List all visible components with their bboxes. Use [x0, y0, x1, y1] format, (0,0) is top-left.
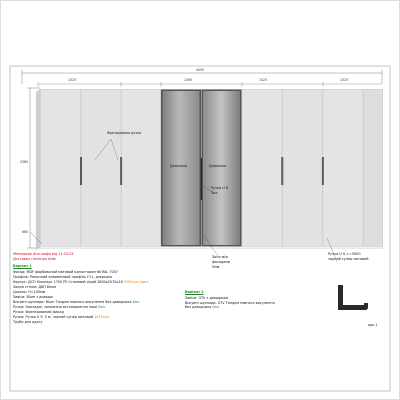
spec-v1-corpus-price: 3100грн./лист: [123, 280, 150, 284]
callout-handle-u8-line1: Ручка U 8: [211, 186, 228, 190]
spec-v1-pullout-price: Бал.: [132, 300, 141, 304]
handle-profile-drawing: [338, 285, 368, 310]
callout-mirror-right: Дзеркало: [209, 164, 227, 168]
callout-facade-joint-3: 5мм: [212, 265, 220, 269]
spec-v2-pullout: Висувні шухляди: GTV Тандем повного висунення без доводчика Бал.: [185, 301, 275, 310]
plinth: [40, 247, 383, 249]
section-far-right-width: 1025: [340, 78, 349, 82]
spec-v1-pullout: Висувні шухляди: Blum Тандем повного висунення без доводчика Бал.: [13, 300, 141, 304]
depth-label: 665: [22, 230, 29, 234]
callout-milled-handle: Фрезерована ручка: [107, 131, 142, 135]
spec-v1-back: Задня стінка: ДВП білое: [13, 285, 57, 289]
callout-handle-ref-2: чорний супер матовий: [328, 257, 369, 261]
callout-facade-joint-2: фасадами: [212, 260, 231, 264]
spec-variant2-title: Варіант 2: [185, 290, 204, 294]
overall-width-label: 4050: [196, 67, 205, 72]
section-center-width: 1390: [184, 78, 193, 82]
spec-v2-pullout-price: Бал.: [212, 305, 220, 310]
sheet-label: арк.1: [368, 323, 378, 327]
section-right-width: 1425: [259, 78, 268, 82]
spec-v1-corpus: Корпус: ДСП Кілопарс 1700 PE Сталевий сірий 2800х2070х16 3100грн./лист: [13, 280, 150, 284]
spec-v1-handles2: Ручки: Фрезерований фасад: [13, 310, 64, 314]
callout-handle-ref-1: Ручка U 9, L=5000: [328, 252, 361, 256]
spec-manager: Менеджер Аня шафа від 11.04.24: [13, 252, 74, 256]
spec-v1-handles3: Ручки: Ручка U 9, 5 м, чорний супер матовий 1415грн.: [13, 315, 110, 319]
callout-mirror-left: Дзеркало: [170, 164, 188, 168]
callout-handle-u8-line2: Зол: [211, 191, 218, 195]
spec-v1-frame: Профіль: Рамочний алюмінієвий профіль F11, дзеркало: [13, 275, 113, 279]
spec-v1-handles-price: Бал.: [98, 305, 107, 309]
callout-facade-joint-1: Зона між: [212, 255, 229, 259]
spec-v1-facade: Фасад: MDF фарбований матовий односторонній RAL 7047: [13, 270, 118, 274]
spec-v1-plinth: Цоколь: H=100мм: [13, 290, 46, 294]
spec-v2-hinges: Завіси: GTV з доводжою: [185, 296, 229, 300]
spec-delivery: Доставка / монтаж Київ: [13, 257, 56, 261]
spec-v1-handles: Ручки: Накладні, занижена встановлення наші Бал.: [13, 305, 107, 309]
section-left-width: 1025: [68, 78, 77, 82]
spec-v1-fittings: Завіси: Blum з доводж: [13, 295, 54, 299]
spec-v1-handles3-price: 1415грн.: [94, 315, 110, 319]
height-label: 2380: [20, 160, 29, 164]
spec-v1-tube: Труба для одягу: [13, 320, 43, 324]
spec-variant1-title: Варіант 1: [13, 264, 32, 268]
